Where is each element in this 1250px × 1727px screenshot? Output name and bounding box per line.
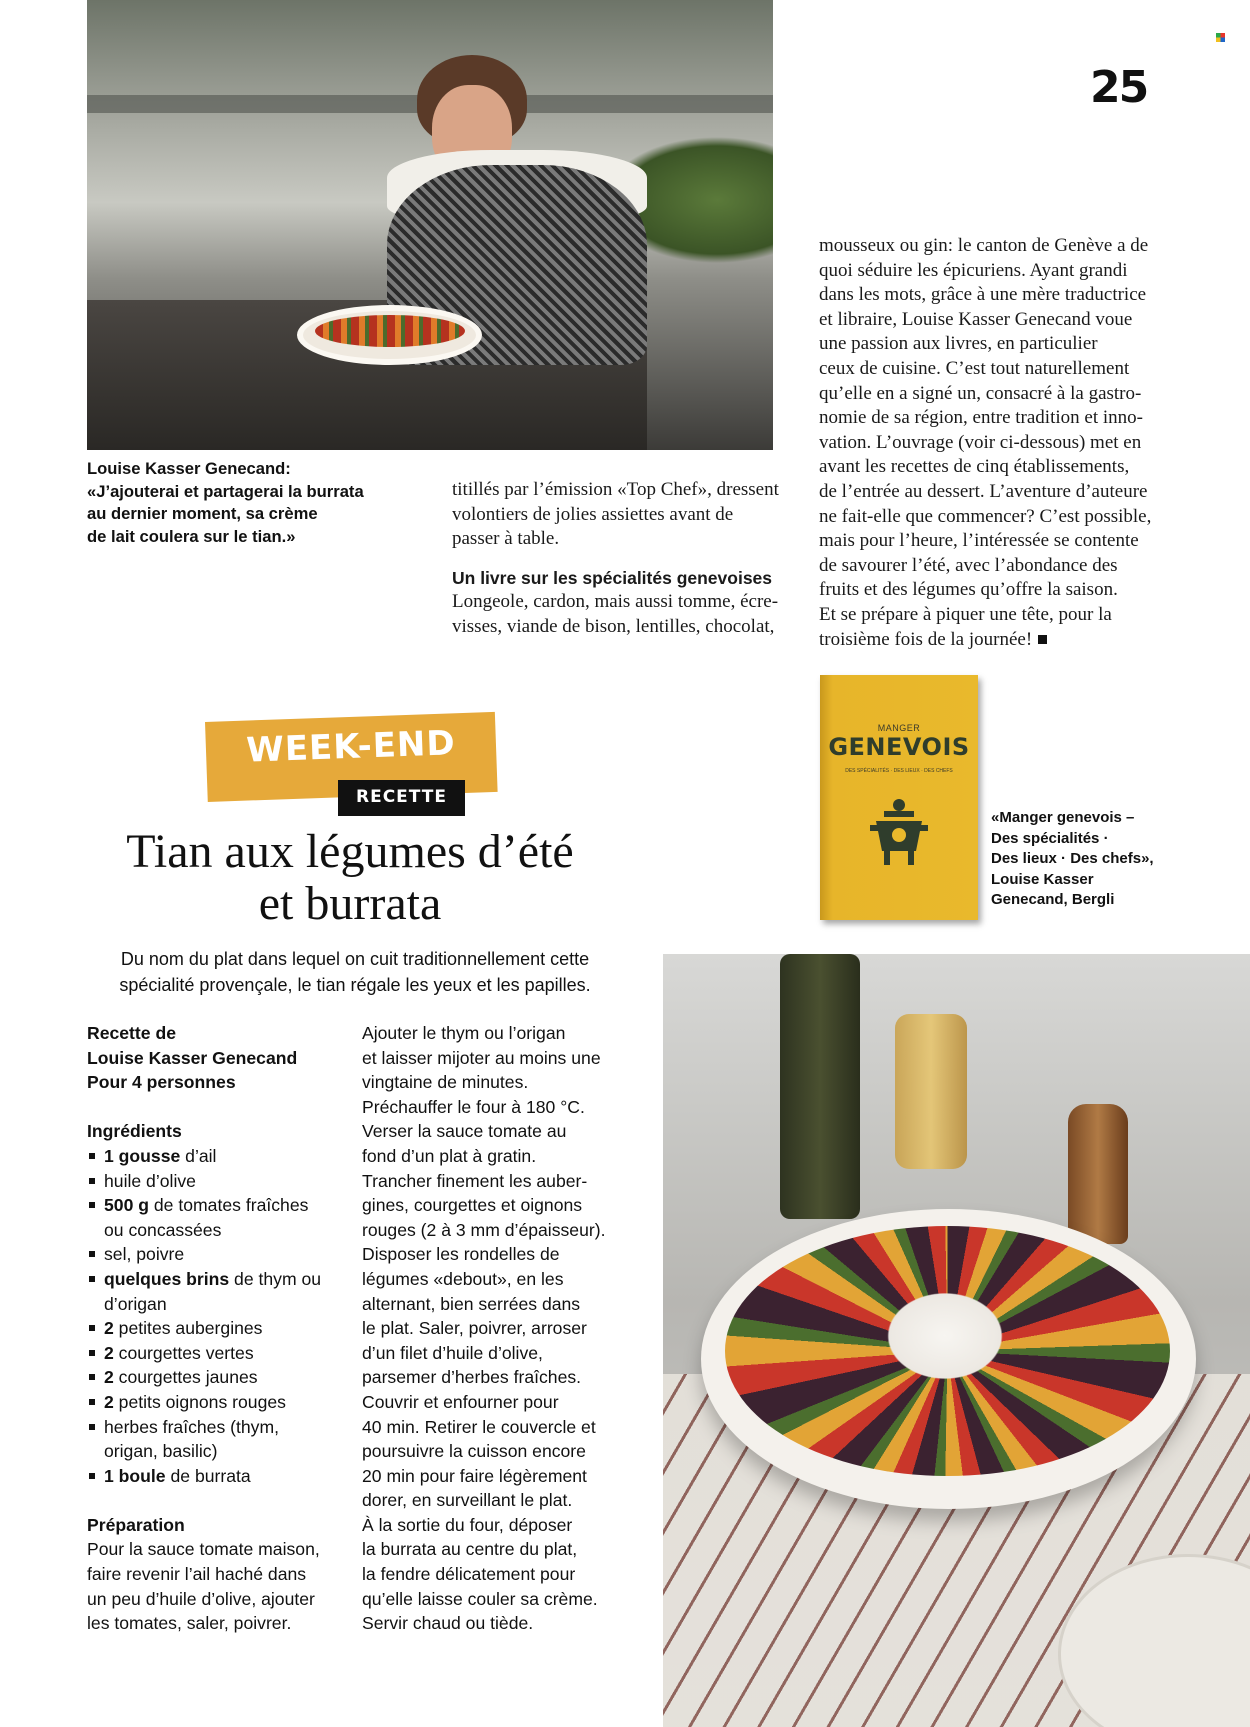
step-line: rouges (2 à 3 mm d’épaisseur). xyxy=(362,1219,606,1240)
end-of-article-square-icon xyxy=(1038,635,1047,644)
step-line: poursuivre la cuisson encore xyxy=(362,1441,586,1462)
step-line: la fendre délicatement pour xyxy=(362,1564,576,1585)
step-line: légumes «debout», en les xyxy=(362,1268,564,1289)
ingredient-continuation: d’origan xyxy=(104,1293,167,1314)
preparation-line: les tomates, saler, poivrer. xyxy=(87,1613,292,1634)
tian-dish-photo xyxy=(663,954,1250,1727)
recipe-lead-line: Du nom du plat dans lequel on cuit traditionnellement cette xyxy=(120,949,590,969)
article-line: fruits et des légumes qu’offre la saison. xyxy=(819,579,1118,601)
ingredient-item: herbes fraîches (thym, xyxy=(87,1415,352,1440)
ingredient-item: 2 petits oignons rouges xyxy=(87,1390,352,1415)
step-line: dorer, en surveillant le plat. xyxy=(362,1490,573,1511)
ingredient-item: quelques brins de thym ou xyxy=(87,1267,352,1292)
preparation-line: un peu d’huile d’olive, ajouter xyxy=(87,1588,315,1609)
book-caption-line: Genecand, Bergli xyxy=(991,891,1115,908)
preparation-line: Pour la sauce tomate maison, xyxy=(87,1539,320,1560)
cook-portrait-photo xyxy=(87,0,773,450)
article-line: quoi séduire les épicuriens. Ayant grandi xyxy=(819,259,1128,281)
step-line: la burrata au centre du plat, xyxy=(362,1539,578,1560)
article-line: nomie de sa région, entre tradition et inno- xyxy=(819,407,1143,429)
article-line: ceux de cuisine. C’est tout naturellement xyxy=(819,357,1130,379)
recipe-lead-line: spécialité provençale, le tian régale les yeux et les papilles. xyxy=(119,975,591,995)
article-column-right xyxy=(819,234,1164,652)
color-registration-icon xyxy=(1216,33,1225,42)
preparation-heading: Préparation xyxy=(87,1514,185,1535)
recipe-title-line: Tian aux légumes d’été xyxy=(126,825,574,878)
article-line: mais pour l’heure, l’intéressée se contente xyxy=(819,530,1139,552)
cooking-pot-icon xyxy=(870,795,928,867)
step-line: gines, courgettes et oignons xyxy=(362,1195,583,1216)
article-line: dans les mots, grâce à une mère traductrice xyxy=(819,284,1147,306)
book-caption-line: Des spécialités · xyxy=(991,829,1109,847)
article-line: qu’elle en a signé un, consacré à la gastro- xyxy=(819,382,1142,404)
article-line: passer à table. xyxy=(452,528,560,550)
caption-line: Louise Kasser Genecand: xyxy=(87,459,291,478)
ingredient-item: 1 gousse d’ail xyxy=(87,1144,352,1169)
step-line: Couvrir et enfourner pour xyxy=(362,1391,559,1412)
step-line: vingtaine de minutes. xyxy=(362,1072,529,1093)
book-cover-title: GENEVOIS xyxy=(828,733,970,761)
step-line: le plat. Saler, poivrer, arroser xyxy=(362,1318,587,1339)
recipe-credit-line: Recette de xyxy=(87,1023,176,1043)
step-line: et laisser mijoter au moins une xyxy=(362,1047,601,1068)
ingredient-item: 2 courgettes vertes xyxy=(87,1341,352,1366)
step-line: qu’elle laisse couler sa crème. xyxy=(362,1588,598,1609)
article-line: volontiers de jolies assiettes avant de xyxy=(452,503,734,525)
page-number: 25 xyxy=(1090,62,1148,113)
article-line: Et se prépare à piquer une tête, pour la xyxy=(819,603,1112,625)
recipe-title xyxy=(60,826,640,930)
ingredient-item: 1 boule de burrata xyxy=(87,1464,352,1489)
ingredient-item: huile d’olive xyxy=(87,1169,352,1194)
step-line: Ajouter le thym ou l’origan xyxy=(362,1023,566,1043)
article-line: vation. L’ouvrage (voir ci-dessous) met en xyxy=(819,431,1142,453)
recipe-credit-line: Pour 4 personnes xyxy=(87,1072,236,1093)
photo-caption xyxy=(87,458,387,548)
preparation-steps-column xyxy=(362,1021,632,1636)
article-line: de savourer l’été, avec l’abondance des xyxy=(819,554,1118,576)
article-subheading: Un livre sur les spécialités genevoises xyxy=(452,567,773,588)
step-line: fond d’un plat à gratin. xyxy=(362,1145,537,1166)
article-line: avant les recettes de cinq établissements, xyxy=(819,456,1130,478)
recipe-title-line: et burrata xyxy=(258,877,442,930)
article-line-text: troisième fois de la journée! xyxy=(819,628,1033,650)
week-end-badge-label: WEEK-END xyxy=(245,723,457,771)
recette-badge xyxy=(338,780,465,816)
book-cover-image xyxy=(820,675,978,920)
preparation-line: faire revenir l’ail haché dans xyxy=(87,1564,307,1585)
article-line: visses, viande de bison, lentilles, chocolat, xyxy=(452,615,775,637)
article-line: et libraire, Louise Kasser Genecand voue xyxy=(819,308,1133,330)
ingredients-column xyxy=(87,1021,352,1636)
recette-badge-label: RECETTE xyxy=(356,787,447,807)
step-line: Servir chaud ou tiède. xyxy=(362,1613,534,1634)
book-caption-line: Des lieux · Des chefs», xyxy=(991,850,1154,867)
step-line: Préchauffer le four à 180 °C. xyxy=(362,1096,585,1117)
step-line: Verser la sauce tomate au xyxy=(362,1121,567,1142)
step-line: À la sortie du four, déposer xyxy=(362,1514,573,1535)
ingredient-continuation: ou concassées xyxy=(104,1219,222,1240)
article-last-line xyxy=(819,628,1164,653)
book-caption-line: Louise Kasser xyxy=(991,870,1094,888)
article-line: mousseux ou gin: le canton de Genève a de xyxy=(819,235,1149,256)
ingredient-item: 2 petites aubergines xyxy=(87,1316,352,1341)
step-line: alternant, bien serrées dans xyxy=(362,1293,581,1314)
article-line: Longeole, cardon, mais aussi tomme, écre- xyxy=(452,591,779,613)
article-column-middle xyxy=(452,478,797,640)
article-line: titillés par l’émission «Top Chef», dressent xyxy=(452,479,779,500)
recipe-lead xyxy=(80,946,630,998)
article-line: ne fait-elle que commencer? C’est possible, xyxy=(819,505,1152,527)
book-caption xyxy=(991,808,1191,911)
caption-line: au dernier moment, sa crème xyxy=(87,504,318,523)
step-line: parsemer d’herbes fraîches. xyxy=(362,1367,582,1388)
ingredient-continuation: origan, basilic) xyxy=(104,1441,218,1462)
book-cover-subtitle: DES SPÉCIALITÉS · DES LIEUX · DES CHEFS xyxy=(845,768,953,774)
article-line: une passion aux livres, en particulier xyxy=(819,333,1098,355)
step-line: d’un filet d’huile d’olive, xyxy=(362,1342,543,1363)
step-line: Trancher finement les auber- xyxy=(362,1170,588,1191)
ingredients-heading: Ingrédients xyxy=(87,1121,182,1142)
step-line: 20 min pour faire légèrement xyxy=(362,1465,587,1486)
book-caption-line: «Manger genevois – xyxy=(991,809,1135,826)
article-line: de l’entrée au dessert. L’aventure d’auteure xyxy=(819,480,1148,502)
book-cover-kicker: MANGER xyxy=(877,723,921,733)
step-line: 40 min. Retirer le couvercle et xyxy=(362,1416,596,1437)
caption-line: «J’ajouterai et partagerai la burrata xyxy=(87,481,364,501)
ingredient-item: sel, poivre xyxy=(87,1242,352,1267)
caption-line: de lait coulera sur le tian.» xyxy=(87,526,296,546)
ingredient-item: 2 courgettes jaunes xyxy=(87,1365,352,1390)
step-line: Disposer les rondelles de xyxy=(362,1244,560,1265)
recipe-credit-line: Louise Kasser Genecand xyxy=(87,1047,298,1068)
ingredient-item: 500 g de tomates fraîches xyxy=(87,1193,352,1218)
